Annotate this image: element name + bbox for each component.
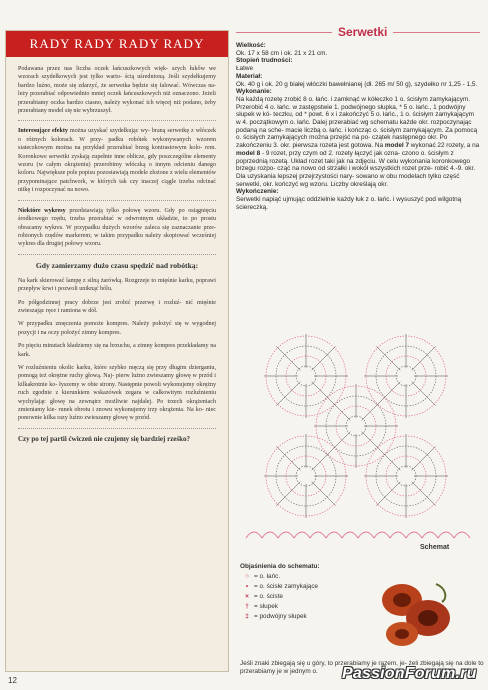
- value-wielkosc: Ok. 17 x 58 cm i ok. 21 x 21 cm.: [236, 49, 328, 57]
- watermark-text: PassionForum.ru: [342, 665, 477, 682]
- border-scallop: [278, 532, 294, 538]
- legend-title: Objaśnienia do schematu:: [240, 563, 320, 570]
- section-title: [236, 24, 480, 40]
- value-wykonanie: [236, 96, 480, 188]
- tip-paragraph-1: Podawana przez nas liczba oczek łańcuszkowych więk- szych łukôw we wzorach szydełkowych jest tylko warto- ścią uśrednioną. Jeśli szydełkujemy bardzo luźno, może się zdarzyć, że serwetka będzie się falować. Wówczas na- leży przerabiać odpowiednio mniej oczek łańcuszkowych niż oznaczono. Jeżeli przerabiamy oczka bardzo ciasno, należy wykonać ich więcej niż podano, żeby przerabiany model się nie wybrzuszył.: [18, 66, 216, 115]
- health-tips-heading: Gdy zamierzamy dużo czasu spędzić nad robótką:: [35, 260, 199, 270]
- border-scallop: [262, 532, 278, 538]
- tips-header: RADY RADY RADY RADY: [6, 31, 228, 57]
- tip-paragraph-2: [18, 127, 216, 194]
- treble-crochet-icon: ‡: [245, 613, 249, 620]
- closing-question: Czy po tej partii ćwiczeń nie czujemy się bardziej rześko?: [18, 434, 191, 443]
- diagram-label: Schemat: [420, 544, 450, 551]
- legend-label: = o. łańc.: [254, 573, 281, 580]
- border-scallop: [454, 532, 470, 538]
- border-scallop: [390, 532, 406, 538]
- health-tip: W przypadku zmęczenia pomoże kompres. Należy położyć się w wygodnej pozycji i na oczy położyć zimny kompres.: [18, 321, 216, 336]
- value-material: Ok. 40 g i ok. 20 g białej włóczki bawełnianej (dł. 265 m/ 50 g), szydełko nr 1,25 - 1,5.: [236, 80, 478, 88]
- model-8: model 8: [236, 149, 261, 157]
- value-stopien: Łatwe: [236, 65, 254, 73]
- divider: [18, 428, 216, 429]
- legend-row: [240, 602, 390, 612]
- rosette: [314, 384, 398, 468]
- legend-label: = o. ścisłe zamykające: [254, 583, 319, 590]
- page-number: 12: [8, 676, 17, 685]
- crochet-diagram: [236, 316, 480, 548]
- border-scallop: [374, 532, 390, 538]
- single-crochet-icon: ×: [245, 593, 249, 600]
- tip-body: przedstawiają tylko połowę wzoru. Gdy po osiągnięciu środkowego rzędu, trzeba przerabiać w odwrotnym układzie, to po prostu obracamy wykres. W przypadku dużych wzorów zaleca się zaznaczanie prze- robionych rzędów markerem; w takim przypadku należy skopiować wcześniej wykres dla drugiej połowy wzoru.: [18, 207, 216, 248]
- flower-photo: [376, 574, 456, 650]
- tip-lead: Interesujące efekty: [18, 128, 68, 135]
- tip-body: można uzyskać szydełkując wy- braną serwetkę z włóczek o różnych kolorach. W przy- padku robótek wykonywanych wzorem siateczkowym można na przykład przerabiać brzeg kontrastowym kolo- rem. Koronkowe serwetki zyskają zupełnie inne oblicze, gdy poszczególne elementy wzoru (w całym okrążeniu) przerobimy włóczką o innym odcieniu danego koloru. Największe pole popisu pozostawiają modele złożone z wielu elementów przypominające patchwork, w których tak czy inaczej ciągle trzeba odcinać nitkę i rozpoczynać na nowo.: [18, 128, 216, 194]
- border-scallop: [358, 532, 374, 538]
- tips-box: [5, 30, 229, 672]
- wykonanie-text: Na każdą rozetę zrobić 8 o. łańc. i zamknąć w kółeczko 1 o. ścisłym zamykającym. Przerobić 4 o. łańc. w zastępstwie 1. podwójnego słupka, * 5 o. łańc., 1 podwójny słupek w kó- teczku, od * powt. 6 x i zakończyć 5 o. łańc., 1 o. ścisłym zamykającym w 4. początkowym o. łańc. Dalej przerabiać wg schematu każde okr. rozpoczynając podaną na sche- macie liczbą o. łańc. i kończąc o. ścisłym zamykającym. Za pomocą o. ścisłych zamykających można przejść na po- czątek następnego okr. Po zakończeniu 3. okr. pierwsza rozeta jest gotowa. Na: [236, 95, 478, 150]
- health-tip: Na kark skierować lampę z silną żarówką. Rozgrzeje to mięśnie karku, poprawi przepływ krwi i pozwoli uniknąć bólu.: [18, 277, 216, 293]
- watermark: [342, 665, 477, 683]
- border-scallop: [310, 532, 326, 538]
- divider: [18, 254, 216, 255]
- border-scallop: [294, 532, 310, 538]
- border-scallop: [406, 532, 422, 538]
- legend-row: [240, 592, 390, 602]
- legend-label: = słupek: [254, 603, 278, 610]
- health-tip: W rozluźnieniu okolic karku, które szybko męczą się przy długim dzierganiu, pomogą też okrężne ruchy głową. Naj- pierw lużno zwieszamy głowę w przód i kilkakrotnie ko- łyszemy w obie strony. Następnie powoli wykonujemy okrężny ruch zgodnie z kierunkiem wskazówek zegara w całkowitym rozluźnieniu wychylając głowę na zewnątrz możliwie najdalej. Po trzech okrążeniach zmieniamy kie- runek obrotu i znowu wykonujemy trzy okrążenia. Na ko- niec ponownie kilka razy luźno zwieszamy głowę w przód.: [18, 364, 216, 422]
- legend-label: = o. ściste: [254, 593, 283, 600]
- legend-row: [240, 612, 390, 622]
- health-tip: Po pięciu minutach kładziemy się na brzuchu, a zimny kompres przekładamy na kark.: [18, 343, 216, 358]
- legend-note: Jeśli znaki zbiegają się u góry, to przerabiamy je razem, je- żeli zbiegają się na dole to przerabiamy je w jednym o.: [240, 660, 484, 675]
- tip-lead: Niektóre wykresy: [18, 207, 66, 214]
- tip-paragraph-3: [18, 207, 216, 249]
- wykonanie-text-3: - 9 rozet, przy czym od 2. rozety łączyć jak ozna- czono o. ścisłym z poprzednią rozetą. Układ rozet taki jak na zdjęciu. W celu wykonania koronkowego brzegu rozpo- cząć na nowo od strzałki i wokół wszystkich rozet prze- robić 4.-9. okr. Dla uzyskania lepszej przejrzystości nary- sowano w obu modelach tylko część serwetki, okr. kończyć wg wzoru. Liczby określają okr.: [236, 149, 476, 188]
- slip-stitch-icon: •: [245, 583, 249, 590]
- pattern-instructions: [236, 42, 480, 211]
- legend-row: [240, 582, 390, 592]
- border-scallop: [326, 532, 342, 538]
- divider: [18, 200, 216, 201]
- border-scallop: [438, 532, 454, 538]
- border-scallop: [246, 532, 262, 538]
- health-tips: [18, 261, 216, 444]
- label-wykonanie: Wykonanie:: [236, 88, 272, 96]
- diagram-legend: [240, 562, 390, 622]
- label-wykonczenie: Wykończenie:: [236, 188, 279, 196]
- model-7: model 7: [384, 142, 409, 150]
- tips-text: [18, 65, 216, 449]
- section-title-text: Serwetki: [332, 24, 393, 40]
- legend-label: = podwójny słupek: [254, 613, 307, 620]
- wykonanie-text-2: wykonać 22 rozety, a na: [409, 142, 480, 150]
- border-scallop: [422, 532, 438, 538]
- value-wykonczenie: Serwetki napiąć ujmując oddzielnie każdy łuk z o. łańc. i wysuszyć pod wilgotną ściereczką.: [236, 196, 462, 211]
- label-stopien: Stopień trudności:: [236, 57, 293, 65]
- label-wielkosc: Wielkość:: [236, 42, 266, 49]
- legend-row: [240, 572, 390, 582]
- chain-icon: ○: [245, 573, 249, 580]
- label-material: Materiał:: [236, 72, 263, 80]
- rosette-group: [246, 334, 470, 538]
- divider: [18, 120, 216, 121]
- health-tip: Po półgodzinnej pracy dobrze jest zrobić przerwę i rozluź- nić mięśnie zwieszając ręce i ramiona w dół.: [18, 299, 216, 314]
- double-crochet-icon: †: [245, 603, 249, 610]
- border-scallop: [342, 532, 358, 538]
